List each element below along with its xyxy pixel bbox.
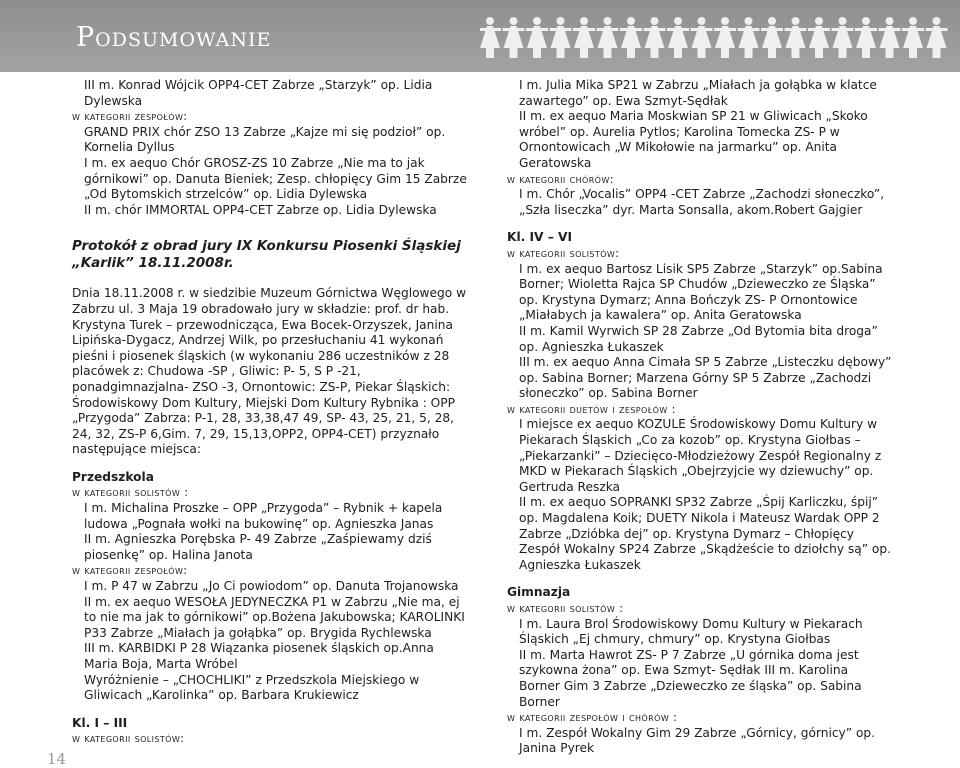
result-paragraph: II m. ex aequo Maria Moskwian SP 21 w Gliwicach „Skoko wróbel” op. Aurelia Pytlos; Karolina Tomecka ZS- P w Ornontowicach „W Mikołowie na jarmarku” op. Anita Geratowska [519, 109, 868, 170]
category-heading: w kategorii solistów : [507, 601, 624, 615]
result-paragraph: I m. Chór „Vocalis” OPP4 -CET Zabrze „Zachodzi słoneczko”, „Szła liseczka” dyr. Marta Sonsalla, akom.Robert Gajgier [519, 187, 885, 217]
result-paragraph: II m. Marta Hawrot ZS- P 7 Zabrze „U górnika doma jest szykowna żona” op. Ewa Szmyt- Sędłak III m. Karolina Borner Gim 3 Zabrze „Dzieweczko ze śląska” op. Sabina Borner [519, 647, 862, 709]
category-heading: w kategorii chórów: [507, 171, 614, 186]
result-paragraph: II m. Agnieszka Porębska P- 49 Zabrze „Zaśpiewamy dziś piosenkę” op. Halina Janota [84, 532, 432, 562]
result-paragraph: Wyróżnienie – „CHOCHLIKI” z Przedszkola Miejskiego w Gliwicach „Karolinka” op. Barbara Krukiewicz [84, 672, 420, 703]
result-paragraph: I m. Zespół Wokalny Gim 29 Zabrze „Górnicy, górnicy” op. Janina Pyrek [519, 725, 876, 756]
category-heading: w kategorii solistów: [507, 245, 620, 260]
category-heading: w kategorii duetów i zespołów : [507, 401, 676, 416]
result-paragraph: I m. ex aequo Chór GROSZ-ZS 10 Zabrze „Nie ma to jak górnikowi” op. Danuta Bieniek; Zesp. chłopięcy Gim 15 Zabrze „Od Bytomskich strzelców” op. Lidia Dylewska [84, 155, 467, 202]
category-heading: w kategorii zespołów i chórów : [507, 710, 678, 725]
result-paragraph: III m. ex aequo Anna Cimała SP 5 Zabrze „Listeczku dębowy” op. Sabina Borner; Marzena Górny SP 5 Zabrze „Zachodzi słoneczko” op. Sabina Borner [519, 355, 892, 401]
category-heading: w kategorii zespołów: [72, 563, 188, 578]
result-paragraph: GRAND PRIX chór ZSO 13 Zabrze „Kajze mi się podzioł” op. Kornelia Dyllus [84, 124, 446, 155]
result-paragraph: I miejsce ex aequo KOZULE Środowiskowy Domu Kultury w Piekarach Śląskich „Co za kozob” op. Krystyna Giołbas – „Piekarzanki” – Dziecięco-Młodzieżowy Zespół Regionalny z MKD w Piekarach Śląskich „Obejrzyjcie wy dziewuchy” op. Gertruda Reszka [519, 417, 882, 494]
result-paragraph: I m. P 47 w Zabrzu „Jo Ci powiodom” op. Danuta Trojanowska [84, 579, 459, 594]
protocol-heading: Protokół z obrad jury IX Konkursu Piosenki Śląskiej „Karlik” 18.11.2008r. [72, 238, 461, 272]
result-paragraph: I m. ex aequo Bartosz Lisik SP5 Zabrze „Starzyk” op.Sabina Borner; Wioletta Rajca SP Chudów „Dzieweczko ze Śląska” op. Krystyna Dymarz; Anna Bończyk ZS- P Ornontowice „Miałabych ja kawalera” op. Anita Geratowska [519, 261, 883, 323]
result-paragraph: II m. Kamil Wyrwich SP 28 Zabrze „Od Bytomia bita droga” op. Agnieszka Łukaszek [519, 323, 878, 354]
section-heading: Gimnazja [507, 585, 571, 600]
category-heading: w kategorii zespołów: [72, 109, 188, 124]
page-number: 14 [47, 750, 67, 768]
category-heading: w kategorii solistów: [72, 731, 185, 746]
right-column [507, 78, 892, 757]
result-paragraph: I m. Michalina Proszke – OPP „Przygoda” – Rybnik + kapela ludowa „Pognała wołki na bukowinę” op. Agnieszka Janas [84, 501, 443, 531]
result-paragraph: III m. Konrad Wójcik OPP4-CET Zabrze „Starzyk” op. Lidia Dylewska [84, 78, 433, 108]
page-title: Podsumowanie [76, 22, 272, 53]
result-paragraph: I m. Julia Mika SP21 w Zabrzu „Miałach ja gołąbka w klatce zawartego” op. Ewa Szmyt-Sędłak [519, 78, 877, 108]
section-heading: Kl. IV – VI [507, 230, 573, 245]
page-header [0, 0, 960, 72]
result-paragraph: II m. chór IMMORTAL OPP4-CET Zabrze op. Lidia Dylewska [84, 202, 437, 217]
result-paragraph: II m. ex aequo WESOŁA JEDYNECZKA P1 w Zabrzu „Nie ma, ej to nie ma jak to górnikowi” op.Bożena Jakubowska; KAROLINKI P33 Zabrze „Miałach ja gołąbka” op. Brygida Rychlewska [84, 594, 465, 640]
result-paragraph: I m. Laura Brol Środowiskowy Domu Kultury w Piekarach Śląskich „Ej chmury, chmury” op. Krystyna Giołbas [519, 616, 863, 647]
result-paragraph: III m. KARBIDKI P 28 Wiązanka piosenek śląskich op.Anna Maria Boja, Marta Wróbel [84, 641, 434, 671]
result-paragraph: II m. ex aequo SOPRANKI SP32 Zabrze „Śpij Karliczku, śpij” op. Magdalena Koik; DUETY Nikola i Mateusz Wardak OPP 2 Zabrze „Dzióbka dej” op. Krystyna Dymarz – Chłopięcy Zespół Wokalny SP24 Zabrze „Skądżeście to dziołchy są” op. Agnieszka Łukaszek [519, 495, 891, 572]
section-heading: Przedszkola [72, 469, 154, 484]
left-column [72, 78, 468, 747]
result-paragraph: Dnia 18.11.2008 r. w siedzibie Muzeum Górnictwa Węglowego w Zabrzu ul. 3 Maja 19 obradowało jury w składzie: prof. dr hab. Krystyna Turek – przewodnicząca, Ewa Bocek-Orzyszek, Janina Lipińska-Dygacz, Andrzej Wilk, po przesłuchaniu 41 wykonań pieśni i piosenek śląskich (w wykonaniu 286 uczestników z 28 placówek z: Chudowa -SP , Gliwic: P- 5, S P -21, ponadgimnazjalna- ZSO -3, Ornontowic: ZS-P, Piekar Śląskich: Środowiskowy Dom Kultury, Miejski Dom Kultury Rybnika : OPP „Przygoda” Zabrza: P-1, 28, 33,38,47 49, SP- 43, 25, 21, 5, 28, 24, 32, ZS-P 6,Gim. 7, 29, 15,13,OPP2, OPP4-CET) przyznało następujące miejsca: [72, 286, 467, 457]
category-heading: w kategorii solistów : [72, 485, 189, 500]
folk-figures-ornament-icon [480, 12, 960, 62]
section-heading: Kl. I – III [72, 715, 128, 730]
